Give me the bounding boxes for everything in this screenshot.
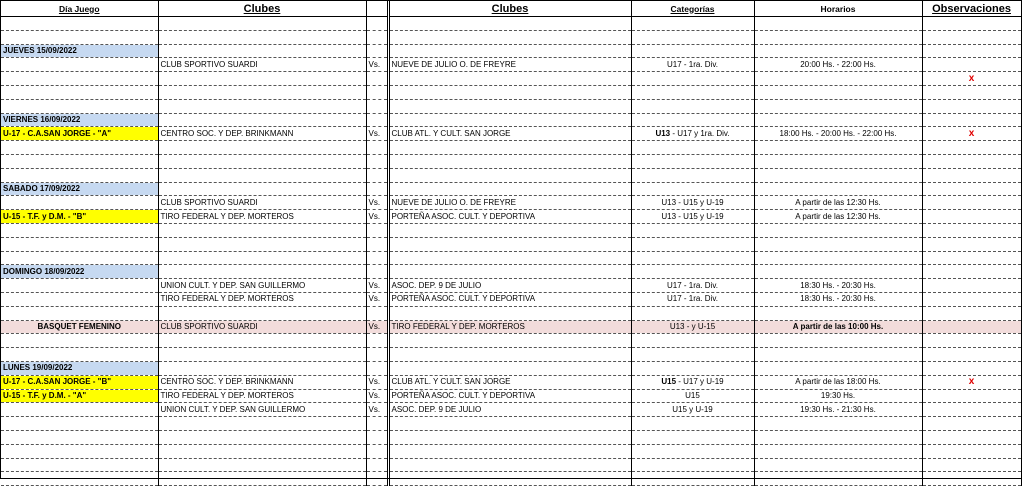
observation-mark [922, 30, 1021, 44]
category-cell [631, 265, 754, 279]
schedule-time [754, 44, 922, 58]
schedule-time [754, 334, 922, 348]
empty-row [1, 85, 1021, 99]
empty-row [1, 334, 1021, 348]
away-club: NUEVE DE JULIO O. DE FREYRE [388, 196, 631, 210]
away-club: ASOC. DEP. 9 DE JULIO [388, 403, 631, 417]
vs-label [366, 168, 388, 182]
observation-mark: x [922, 375, 1021, 389]
vs-label [366, 223, 388, 237]
day-cell [1, 306, 158, 320]
home-club: CLUB SPORTIVO SUARDI [158, 58, 366, 72]
day-cell [1, 458, 158, 472]
category-cell [631, 210, 754, 224]
empty-row [1, 458, 1021, 472]
away-club [388, 430, 631, 444]
header-horarios: Horarios [754, 1, 922, 17]
empty-row [1, 17, 1021, 31]
observation-mark: x [922, 72, 1021, 86]
category-cell [631, 141, 754, 155]
category-text: U13 - y U-15 [669, 321, 716, 331]
day-cell [1, 223, 158, 237]
schedule-time [754, 361, 922, 375]
home-club [158, 99, 366, 113]
header-clubes-1: Clubes [158, 1, 366, 17]
home-club [158, 334, 366, 348]
observation-mark [922, 17, 1021, 31]
match-row [1, 389, 1021, 403]
home-club: TIRO FEDERAL Y DEP. MORTEROS [158, 292, 366, 306]
observation-mark [922, 292, 1021, 306]
vs-label [366, 458, 388, 472]
away-club [388, 265, 631, 279]
category-tag: U-15 - T.F. y D.M. - "B" [1, 210, 158, 224]
observation-mark [922, 251, 1021, 265]
category-bold: U13 [655, 128, 671, 138]
day-label: VIERNES 16/09/2022 [1, 113, 158, 127]
category-cell [631, 58, 754, 72]
vs-label [366, 72, 388, 86]
away-club [388, 348, 631, 362]
observation-mark [922, 361, 1021, 375]
home-club [158, 237, 366, 251]
away-club [388, 154, 631, 168]
day-row [1, 361, 1021, 375]
home-club: CENTRO SOC. Y DEP. BRINKMANN [158, 375, 366, 389]
vs-label [366, 85, 388, 99]
day-cell [1, 279, 158, 293]
observation-mark [922, 154, 1021, 168]
schedule-time: 20:00 Hs. - 22:00 Hs. [754, 58, 922, 72]
category-cell [631, 375, 754, 389]
category-cell [631, 361, 754, 375]
schedule-time: 19:30 Hs. [754, 389, 922, 403]
match-row [1, 210, 1021, 224]
day-label: SABADO 17/09/2022 [1, 182, 158, 196]
home-club: UNION CULT. Y DEP. SAN GUILLERMO [158, 279, 366, 293]
category-cell [631, 154, 754, 168]
category-cell [631, 196, 754, 210]
vs-label [366, 265, 388, 279]
match-row [1, 320, 1021, 334]
observation-mark [922, 389, 1021, 403]
category-cell [631, 444, 754, 458]
observation-mark [922, 182, 1021, 196]
match-row [1, 375, 1021, 389]
category-tag: U-15 - T.F. y D.M. - "A" [1, 389, 158, 403]
observation-mark: x [922, 127, 1021, 141]
schedule-table [1, 1, 1022, 486]
match-row [1, 196, 1021, 210]
home-club [158, 223, 366, 237]
day-cell [1, 85, 158, 99]
home-club [158, 154, 366, 168]
day-cell [1, 334, 158, 348]
home-club [158, 265, 366, 279]
match-row [1, 403, 1021, 417]
observation-mark [922, 348, 1021, 362]
day-cell [1, 292, 158, 306]
vs-label: Vs. [366, 375, 388, 389]
schedule-time: 19:30 Hs. - 21:30 Hs. [754, 403, 922, 417]
day-cell [1, 141, 158, 155]
category-tag: U-17 - C.A.SAN JORGE - "A" [1, 127, 158, 141]
observation-mark [922, 58, 1021, 72]
header-observaciones: Observaciones [922, 1, 1021, 17]
day-cell [1, 251, 158, 265]
vs-label: Vs. [366, 320, 388, 334]
home-club [158, 417, 366, 431]
category-cell [631, 389, 754, 403]
category-cell [631, 30, 754, 44]
empty-row [1, 237, 1021, 251]
vs-label [366, 141, 388, 155]
home-club [158, 182, 366, 196]
away-club [388, 458, 631, 472]
vs-label [366, 472, 388, 486]
vs-label [366, 348, 388, 362]
away-club [388, 251, 631, 265]
home-club [158, 444, 366, 458]
day-cell [1, 403, 158, 417]
observation-mark [922, 141, 1021, 155]
home-club [158, 168, 366, 182]
away-club [388, 361, 631, 375]
schedule-time [754, 348, 922, 362]
schedule-time [754, 251, 922, 265]
match-row [1, 72, 1021, 86]
day-cell [1, 196, 158, 210]
observation-mark [922, 334, 1021, 348]
empty-row [1, 348, 1021, 362]
category-cell [631, 85, 754, 99]
category-text: U17 - 1ra. Div. [667, 294, 718, 304]
category-cell [631, 17, 754, 31]
match-row [1, 58, 1021, 72]
away-club [388, 444, 631, 458]
category-cell [631, 223, 754, 237]
vs-label [366, 17, 388, 31]
vs-label: Vs. [366, 292, 388, 306]
day-cell [1, 444, 158, 458]
category-cell [631, 403, 754, 417]
observation-mark [922, 85, 1021, 99]
category-text: - U17 y 1ra. Div. [670, 128, 730, 138]
day-label: JUEVES 15/09/2022 [1, 44, 158, 58]
away-club [388, 72, 631, 86]
home-club: CLUB SPORTIVO SUARDI [158, 196, 366, 210]
schedule-time: 18:00 Hs. - 20:00 Hs. - 22:00 Hs. [754, 127, 922, 141]
category-text: U13 - U15 y U-19 [661, 211, 724, 221]
category-cell [631, 279, 754, 293]
away-club: CLUB ATL. Y CULT. SAN JORGE [388, 127, 631, 141]
schedule-time [754, 154, 922, 168]
schedule-time [754, 17, 922, 31]
day-cell [1, 430, 158, 444]
category-cell [631, 320, 754, 334]
empty-row [1, 30, 1021, 44]
away-club [388, 417, 631, 431]
category-cell [631, 99, 754, 113]
header-row [1, 1, 1021, 17]
home-club: TIRO FEDERAL Y DEP. MORTEROS [158, 389, 366, 403]
category-cell [631, 44, 754, 58]
observation-mark [922, 320, 1021, 334]
day-cell [1, 30, 158, 44]
away-club [388, 30, 631, 44]
category-cell [631, 334, 754, 348]
category-cell [631, 182, 754, 196]
home-club: CENTRO SOC. Y DEP. BRINKMANN [158, 127, 366, 141]
vs-label [366, 430, 388, 444]
away-club: NUEVE DE JULIO O. DE FREYRE [388, 58, 631, 72]
day-cell [1, 168, 158, 182]
schedule-time [754, 85, 922, 99]
empty-row [1, 472, 1021, 486]
home-club: CLUB SPORTIVO SUARDI [158, 320, 366, 334]
match-row [1, 292, 1021, 306]
day-cell [1, 154, 158, 168]
away-club [388, 99, 631, 113]
category-tag: U-17 - C.A.SAN JORGE - "B" [1, 375, 158, 389]
observation-mark [922, 306, 1021, 320]
category-cell [631, 168, 754, 182]
away-club [388, 306, 631, 320]
away-club [388, 85, 631, 99]
observation-mark [922, 99, 1021, 113]
vs-label [366, 154, 388, 168]
empty-row [1, 154, 1021, 168]
category-cell [631, 127, 754, 141]
home-club [158, 30, 366, 44]
empty-row [1, 306, 1021, 320]
observation-mark [922, 430, 1021, 444]
home-club [158, 44, 366, 58]
observation-mark [922, 265, 1021, 279]
away-club: ASOC. DEP. 9 DE JULIO [388, 279, 631, 293]
category-cell [631, 72, 754, 86]
vs-label: Vs. [366, 196, 388, 210]
vs-label [366, 417, 388, 431]
observation-mark [922, 458, 1021, 472]
observation-mark [922, 279, 1021, 293]
away-club: CLUB ATL. Y CULT. SAN JORGE [388, 375, 631, 389]
schedule-time: A partir de las 18:00 Hs. [754, 375, 922, 389]
home-club [158, 141, 366, 155]
category-cell [631, 306, 754, 320]
schedule-time: A partir de las 12:30 Hs. [754, 210, 922, 224]
schedule-time [754, 141, 922, 155]
observation-mark [922, 196, 1021, 210]
day-cell [1, 472, 158, 486]
home-club [158, 85, 366, 99]
vs-label [366, 182, 388, 196]
day-cell [1, 99, 158, 113]
category-cell [631, 417, 754, 431]
category-text: U17 - 1ra. Div. [667, 59, 718, 69]
home-club [158, 17, 366, 31]
category-tag: BASQUET FEMENINO [1, 320, 158, 334]
vs-label: Vs. [366, 210, 388, 224]
schedule-time [754, 237, 922, 251]
category-cell [631, 458, 754, 472]
away-club [388, 334, 631, 348]
empty-row [1, 168, 1021, 182]
observation-mark [922, 444, 1021, 458]
day-row [1, 182, 1021, 196]
day-label: DOMINGO 18/09/2022 [1, 265, 158, 279]
observation-mark [922, 168, 1021, 182]
header-vs [366, 1, 388, 17]
home-club [158, 251, 366, 265]
day-row [1, 113, 1021, 127]
day-cell [1, 237, 158, 251]
vs-label: Vs. [366, 58, 388, 72]
day-cell [1, 348, 158, 362]
day-cell [1, 417, 158, 431]
empty-row [1, 141, 1021, 155]
away-club: PORTEÑA ASOC. CULT. Y DEPORTIVA [388, 210, 631, 224]
category-cell [631, 472, 754, 486]
home-club [158, 348, 366, 362]
empty-row [1, 251, 1021, 265]
header-dia: Día Juego [1, 1, 158, 17]
schedule-time [754, 113, 922, 127]
vs-label: Vs. [366, 127, 388, 141]
observation-mark [922, 113, 1021, 127]
vs-label [366, 237, 388, 251]
day-row [1, 265, 1021, 279]
vs-label: Vs. [366, 389, 388, 403]
day-cell [1, 17, 158, 31]
category-cell [631, 292, 754, 306]
home-club [158, 430, 366, 444]
vs-label: Vs. [366, 279, 388, 293]
schedule-time [754, 168, 922, 182]
category-text: U15 y U-19 [672, 404, 713, 414]
away-club: PORTEÑA ASOC. CULT. Y DEPORTIVA [388, 292, 631, 306]
schedule-time [754, 265, 922, 279]
schedule-time [754, 182, 922, 196]
schedule-time [754, 472, 922, 486]
category-cell [631, 251, 754, 265]
home-club [158, 472, 366, 486]
away-club [388, 182, 631, 196]
header-categorias: Categorías [631, 1, 754, 17]
schedule-time [754, 30, 922, 44]
observation-mark [922, 237, 1021, 251]
vs-label [366, 251, 388, 265]
home-club [158, 306, 366, 320]
home-club: TIRO FEDERAL Y DEP. MORTEROS [158, 210, 366, 224]
away-club [388, 113, 631, 127]
vs-label [366, 444, 388, 458]
observation-mark [922, 210, 1021, 224]
schedule-time [754, 417, 922, 431]
vs-label [366, 113, 388, 127]
observation-mark [922, 417, 1021, 431]
home-club [158, 361, 366, 375]
category-cell [631, 430, 754, 444]
empty-row [1, 444, 1021, 458]
match-row [1, 279, 1021, 293]
schedule-time: A partir de las 12:30 Hs. [754, 196, 922, 210]
empty-row [1, 430, 1021, 444]
away-club [388, 17, 631, 31]
category-text: U15 [685, 390, 700, 400]
vs-label [366, 361, 388, 375]
away-club [388, 237, 631, 251]
match-row [1, 127, 1021, 141]
observation-mark [922, 223, 1021, 237]
observation-mark [922, 472, 1021, 486]
schedule-time: 18:30 Hs. - 20:30 Hs. [754, 279, 922, 293]
vs-label [366, 30, 388, 44]
home-club [158, 72, 366, 86]
category-cell [631, 237, 754, 251]
vs-label: Vs. [366, 403, 388, 417]
home-club [158, 113, 366, 127]
category-text: U17 - 1ra. Div. [667, 280, 718, 290]
schedule-time [754, 223, 922, 237]
away-club [388, 44, 631, 58]
schedule-time [754, 99, 922, 113]
home-club [158, 458, 366, 472]
day-cell [1, 58, 158, 72]
empty-row [1, 223, 1021, 237]
observation-mark [922, 403, 1021, 417]
category-text: U13 - U15 y U-19 [661, 197, 724, 207]
schedule-time [754, 430, 922, 444]
away-club [388, 472, 631, 486]
schedule-time [754, 306, 922, 320]
vs-label [366, 99, 388, 113]
schedule-time: 18:30 Hs. - 20:30 Hs. [754, 292, 922, 306]
schedule-time [754, 72, 922, 86]
empty-row [1, 417, 1021, 431]
schedule-time: A partir de las 10:00 Hs. [754, 320, 922, 334]
empty-row [1, 99, 1021, 113]
day-row [1, 44, 1021, 58]
schedule-time [754, 458, 922, 472]
schedule-time [754, 444, 922, 458]
day-label: LUNES 19/09/2022 [1, 361, 158, 375]
category-cell [631, 348, 754, 362]
category-text: - U17 y U-19 [676, 377, 724, 387]
away-club: TIRO FEDERAL Y DEP. MORTEROS [388, 320, 631, 334]
category-bold: U15 [661, 377, 677, 387]
category-cell [631, 113, 754, 127]
home-club: UNION CULT. Y DEP. SAN GUILLERMO [158, 403, 366, 417]
away-club [388, 141, 631, 155]
header-clubes-2: Clubes [388, 1, 631, 17]
day-cell [1, 72, 158, 86]
away-club [388, 168, 631, 182]
vs-label [366, 44, 388, 58]
observation-mark [922, 44, 1021, 58]
vs-label [366, 334, 388, 348]
away-club: PORTEÑA ASOC. CULT. Y DEPORTIVA [388, 389, 631, 403]
vs-label [366, 306, 388, 320]
away-club [388, 223, 631, 237]
